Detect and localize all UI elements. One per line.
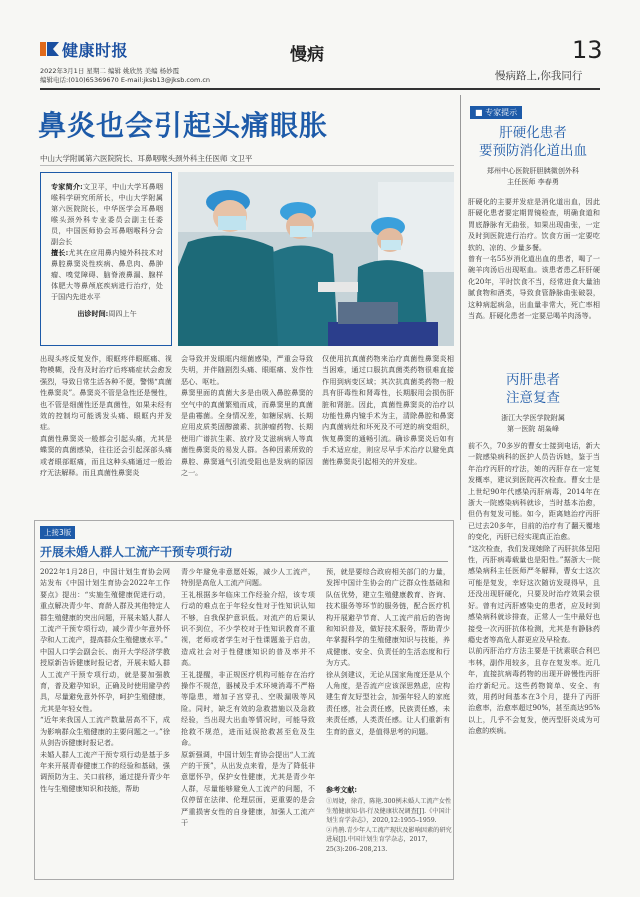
main-byline: 中山大学附属第六医院院长、耳鼻咽喉头颈外科主任医师 文卫平 bbox=[40, 154, 253, 163]
related-headline: 开展未婚人群人工流产干预专项行动 bbox=[40, 545, 233, 559]
references-heading: 参考文献: bbox=[326, 785, 357, 794]
sidebar-article1-body: 肝硬化的主要并发症是消化道出血，因此肝硬化患者要定期胃镜检查，明确食道和胃底静脉有无曲张，如果出现曲张，一定及时到医院进行治疗。饮食方面一定要吃软的、凉的、少量多餐。 曾有一名55岁消化道出血的患者，喝了一碗羊肉汤后出现呕血。该患者患乙肝肝硬化20年，平时饮食不当，经常进食大量油腻食物和酒类，导致食管静脉曲张破裂，这种病起病急，出血量非常大，死亡率相当高。肝硬化患者一定要忌喝羊肉汤等。 bbox=[468, 197, 600, 321]
main-headline: 鼻炎也会引起头痛眼胀 bbox=[38, 109, 329, 142]
contact-info: 编辑电话:(010)65369670 E-mail:jksb13@jksb.com.cn bbox=[40, 76, 211, 84]
sidebar-article2-byline2: 第一医院 胡枭峰 bbox=[507, 423, 559, 433]
page-number: 13 bbox=[572, 36, 603, 64]
main-article-col1: 出现头疼反复发作，眼眶疼伴眼眶痛、视物模糊，没有及时治疗后疼痛症状会愈发强烈，导致日常生活各种不便，警惕“真菌性鼻窦炎”。鼻窦炎不管是急性还是慢性，也不管是细菌性还是真菌性，如果未经有效的控制均可能诱发头痛、眼眶内并发症。 真菌性鼻窦炎一般都会引起头痛，尤其是蝶窦的真菌感染，往往还会引起深部头痛或者眼部眶痛，而且这种头痛通过一般治疗无法解释。而且真菌性鼻窦炎 bbox=[40, 354, 172, 478]
expert-intro-label: 专家简介: bbox=[51, 182, 83, 191]
references-list: ①周婕，徐青，陈艳.300例未婚人工流产女性生殖健康知-信-行及健康状况调查[J].《中国计划生育学杂志》，2020,12:1955–1959. ②肖鹃.青少年人工流产现状及影响因素的研究进展[J].中国计划生育学杂志，2017，25(3):206–208,213. bbox=[326, 798, 452, 853]
related-col1: 2022年1月28日，中国计划生育协会网站发布《中国计划生育协会2022年工作要点》提出：“实施生殖健康促进行动，重点解决青少年、育龄人群及其他特定人群生殖健康的突出问题，开展未婚人群人工流产干预专项行动，减少青少年意外怀孕和人工流产，提高群众生殖健康水平。” 中国人口学会副会长、南开大学经济学教授原新告诉健康时报记者，开展未婚人群人工流产干预专项行动，就是要加强教育，普及避孕知识，正确及时使用避孕药具，尽量避免意外怀孕，呵护生殖健康，尤其是年轻女性。 “近年来我国人工流产数量居高不下，成为影响群众生殖健康的主要问题之一。”徐从剑告诉健康时报记者。 未婚人群人工流产干预专项行动是基于多年来开展青春健康工作的经验和基础，强调预防为主、关口前移，通过提升青少年性与生殖健康知识和技能，帮助 bbox=[40, 567, 170, 793]
sidebar-article1-title-line1: 肝硬化患者 bbox=[499, 125, 567, 141]
sidebar-article2-byline1: 浙江大学医学院附属 bbox=[501, 413, 565, 422]
sidebar-article1-byline1: 郑州中心医院肝胆胰微创外科 bbox=[486, 166, 580, 175]
related-col3: 预，就是要综合政府相关部门的力量，发挥中国计生协会的广泛群众性基础和队伍优势，建立生殖健康教育、咨询、技术服务等环节的服务链，配合医疗机构开展避孕节育、人工流产前后的咨询和知识普及，做好技术服务，帮助青少年掌握科学的生殖健康知识与技能，养成健康、安全、负责任的生活态度和行为方式。 徐从剑建议，无论从国家角度还是从个人角度，是否流产应该深思熟虑，应构建生育友好型社会，加强年轻人的家庭责任感，社会责任感，民族责任感，未来责任感，人类责任感。让人们重新有生育的意义，是值得思考的问题。 bbox=[326, 567, 450, 736]
related-col2: 青少年避免非意愿妊娠，减少人工流产，特别是高危人工流产问题。 王礼根据多年临床工作经验介绍，该专项行动的难点在于年轻女性对于性知识认知不够，自我保护意识低。对流产的后果认识不到位，不少学校对于性知识教育不重视，老师或者学生对于性课题羞于启齿，造成社会对于性健康知识的普及率并不高。 王礼提醒，非正规医疗机构可能存在治疗操作不规范，器械及手术环境消毒不严格等隐患，增加子宫穿孔、空吸漏吸等风险。同时，缺乏有效的急救措施以及急救经验，当出现大出血等情况时，可能导致抢救不规范，进而延误抢救甚至危及生命。 原新强调，中国计划生育协会提出“人工流产的干预”，从出发点来看，是为了降低非意愿怀孕，保护女性健康，尤其是青少年人群，尽量能够避免人工流产的问题，不仅停留在法律、伦理层面，更重要的是会严重损害女性的自身健康，加强人工流产干 bbox=[181, 567, 315, 827]
expert-specialty-label: 擅长: bbox=[51, 248, 69, 257]
related-rule bbox=[40, 561, 448, 562]
newspaper-logo-icon bbox=[40, 40, 60, 58]
sidebar-article1-header bbox=[466, 124, 600, 187]
sidebar-article2-title-line2: 注意复查 bbox=[506, 390, 560, 406]
expert-specialty-text: 尤其在应用鼻内镜外科技术对鼻腔鼻窦炎性疾病、鼻息肉、鼻肿瘤、嗅觉障碍、脑脊液鼻漏、腺样体肥大等鼻颅底疾病进行治疗，处于国内先进水平 bbox=[51, 248, 163, 301]
header-rule bbox=[40, 88, 600, 90]
sidebar-article1-title-line2: 要预防消化道出血 bbox=[479, 143, 587, 159]
byline-rule bbox=[40, 165, 454, 166]
sidebar-article2-body: 前不久，70多岁的曹女士接到电话，新大一院感染病科的医护人员告诉她，鉴于当年治疗丙肝的疗法，她的丙肝存在一定复发概率，建议到医院再次检查。曹女士是上世纪90年代感染丙肝病毒，2014年在浙大一院感染病科就诊，当时基本治愈，但仍有复发可能。如今，距离她治疗丙肝已过去20多年，目前的治疗有了翻天覆地的变化，丙肝已经实现真正治愈。 “这次检查，我们发现她除了丙肝抗体呈阳性，丙肝病毒载量也是阳性。”据浙大一院感染病科主任医师严冬解释，曹女士这次可能是复发，幸好这次随访发现得早，且还没出现肝硬化，只要及时治疗效果会很好。曾有过丙肝感染史的患者，应及时到感染病科就诊排查，正常人一生中最好也接受一次丙肝抗体检测，尤其是有静脉药瘾史者等高危人群更应及早检查。 以前丙肝治疗方法主要是干扰素联合利巴韦林，副作用较多，且存在复发率。近几年，直接抗病毒药物的出现开辟慢性丙肝治疗新纪元。这些药物简单、安全、有效，用药时间基本在3个月，提升了丙肝治愈率，治愈率超过90%，甚至高达95%以上，几乎不会复发，使丙型肝炎成为可治愈的疾病。 bbox=[468, 441, 600, 736]
sidebar-article2-header bbox=[466, 371, 600, 434]
main-article-col3: 仅使用抗真菌药物来治疗真菌性鼻窦炎相当困难，通过口服抗真菌类药物很难直接作用到病变区域；其次抗真菌类药物一般具有肝毒性和肾毒性，长期服用会损伤肝脏和肾脏。因此，真菌性鼻窦炎的治疗以功能性鼻内镜手术为主，清除鼻腔和鼻窦内真菌病灶和坏死及不可逆的病变组织，恢复鼻窦的通畅引流。确诊鼻窦炎后如有手术适应症，则应尽早手术治疗以避免真菌性鼻窦炎引起相关的并发症。 bbox=[322, 354, 454, 466]
issue-info: 2022年3月1日 星期二 编辑 姚欣然 美编 杨妙霞 bbox=[40, 67, 180, 75]
clinic-hours bbox=[51, 308, 163, 319]
section-slogan: 慢病路上,你我同行 bbox=[495, 70, 583, 82]
expert-tips-tag: ■ 专家提示 bbox=[470, 106, 522, 119]
expert-intro bbox=[51, 181, 163, 302]
expert-tips-label: 专家提示 bbox=[485, 108, 518, 117]
section-name: 慢病 bbox=[290, 45, 324, 65]
clinic-hours-value: 周四上午 bbox=[108, 309, 137, 318]
sidebar-article2-title-line1: 丙肝患者 bbox=[506, 372, 560, 388]
main-article-col2: 会导致并发眼眶内细菌感染，严重会导致失明，并伴随剧烈头痛、眼眶痛、发作性恶心、呕吐。 鼻窦里面的真菌大多是由吸入鼻腔鼻窦的空气中的真菌繁殖而成，而鼻窦里的真菌是曲霉菌。全身情况差，如糖尿病、长期应用皮质类固醇激素、抗肿瘤药物、长期使用广谱抗生素、放疗及艾滋病病人等真菌性鼻窦炎的易发人群。各种因素所致的鼻腔、鼻窦通气引流受阻也是发病的原因之一。 bbox=[181, 354, 313, 478]
expert-intro-box bbox=[40, 172, 172, 346]
surgery-photo bbox=[178, 172, 454, 346]
expert-intro-text: 文卫平，中山大学耳鼻咽喉科学研究所所长，中山大学附属第六医院院长，中华医学会耳鼻咽喉头颈外科专业委员会副主任委员，中国医师协会耳鼻咽喉科分会副会长 bbox=[51, 182, 164, 246]
clinic-hours-label: 出诊时间: bbox=[77, 309, 109, 318]
sidebar-article1-byline2: 主任医师 李春勇 bbox=[507, 176, 559, 186]
newspaper-logo-text: 健康时报 bbox=[62, 41, 129, 60]
column-divider bbox=[460, 95, 461, 520]
continued-tag: 上接3版 bbox=[40, 526, 75, 539]
